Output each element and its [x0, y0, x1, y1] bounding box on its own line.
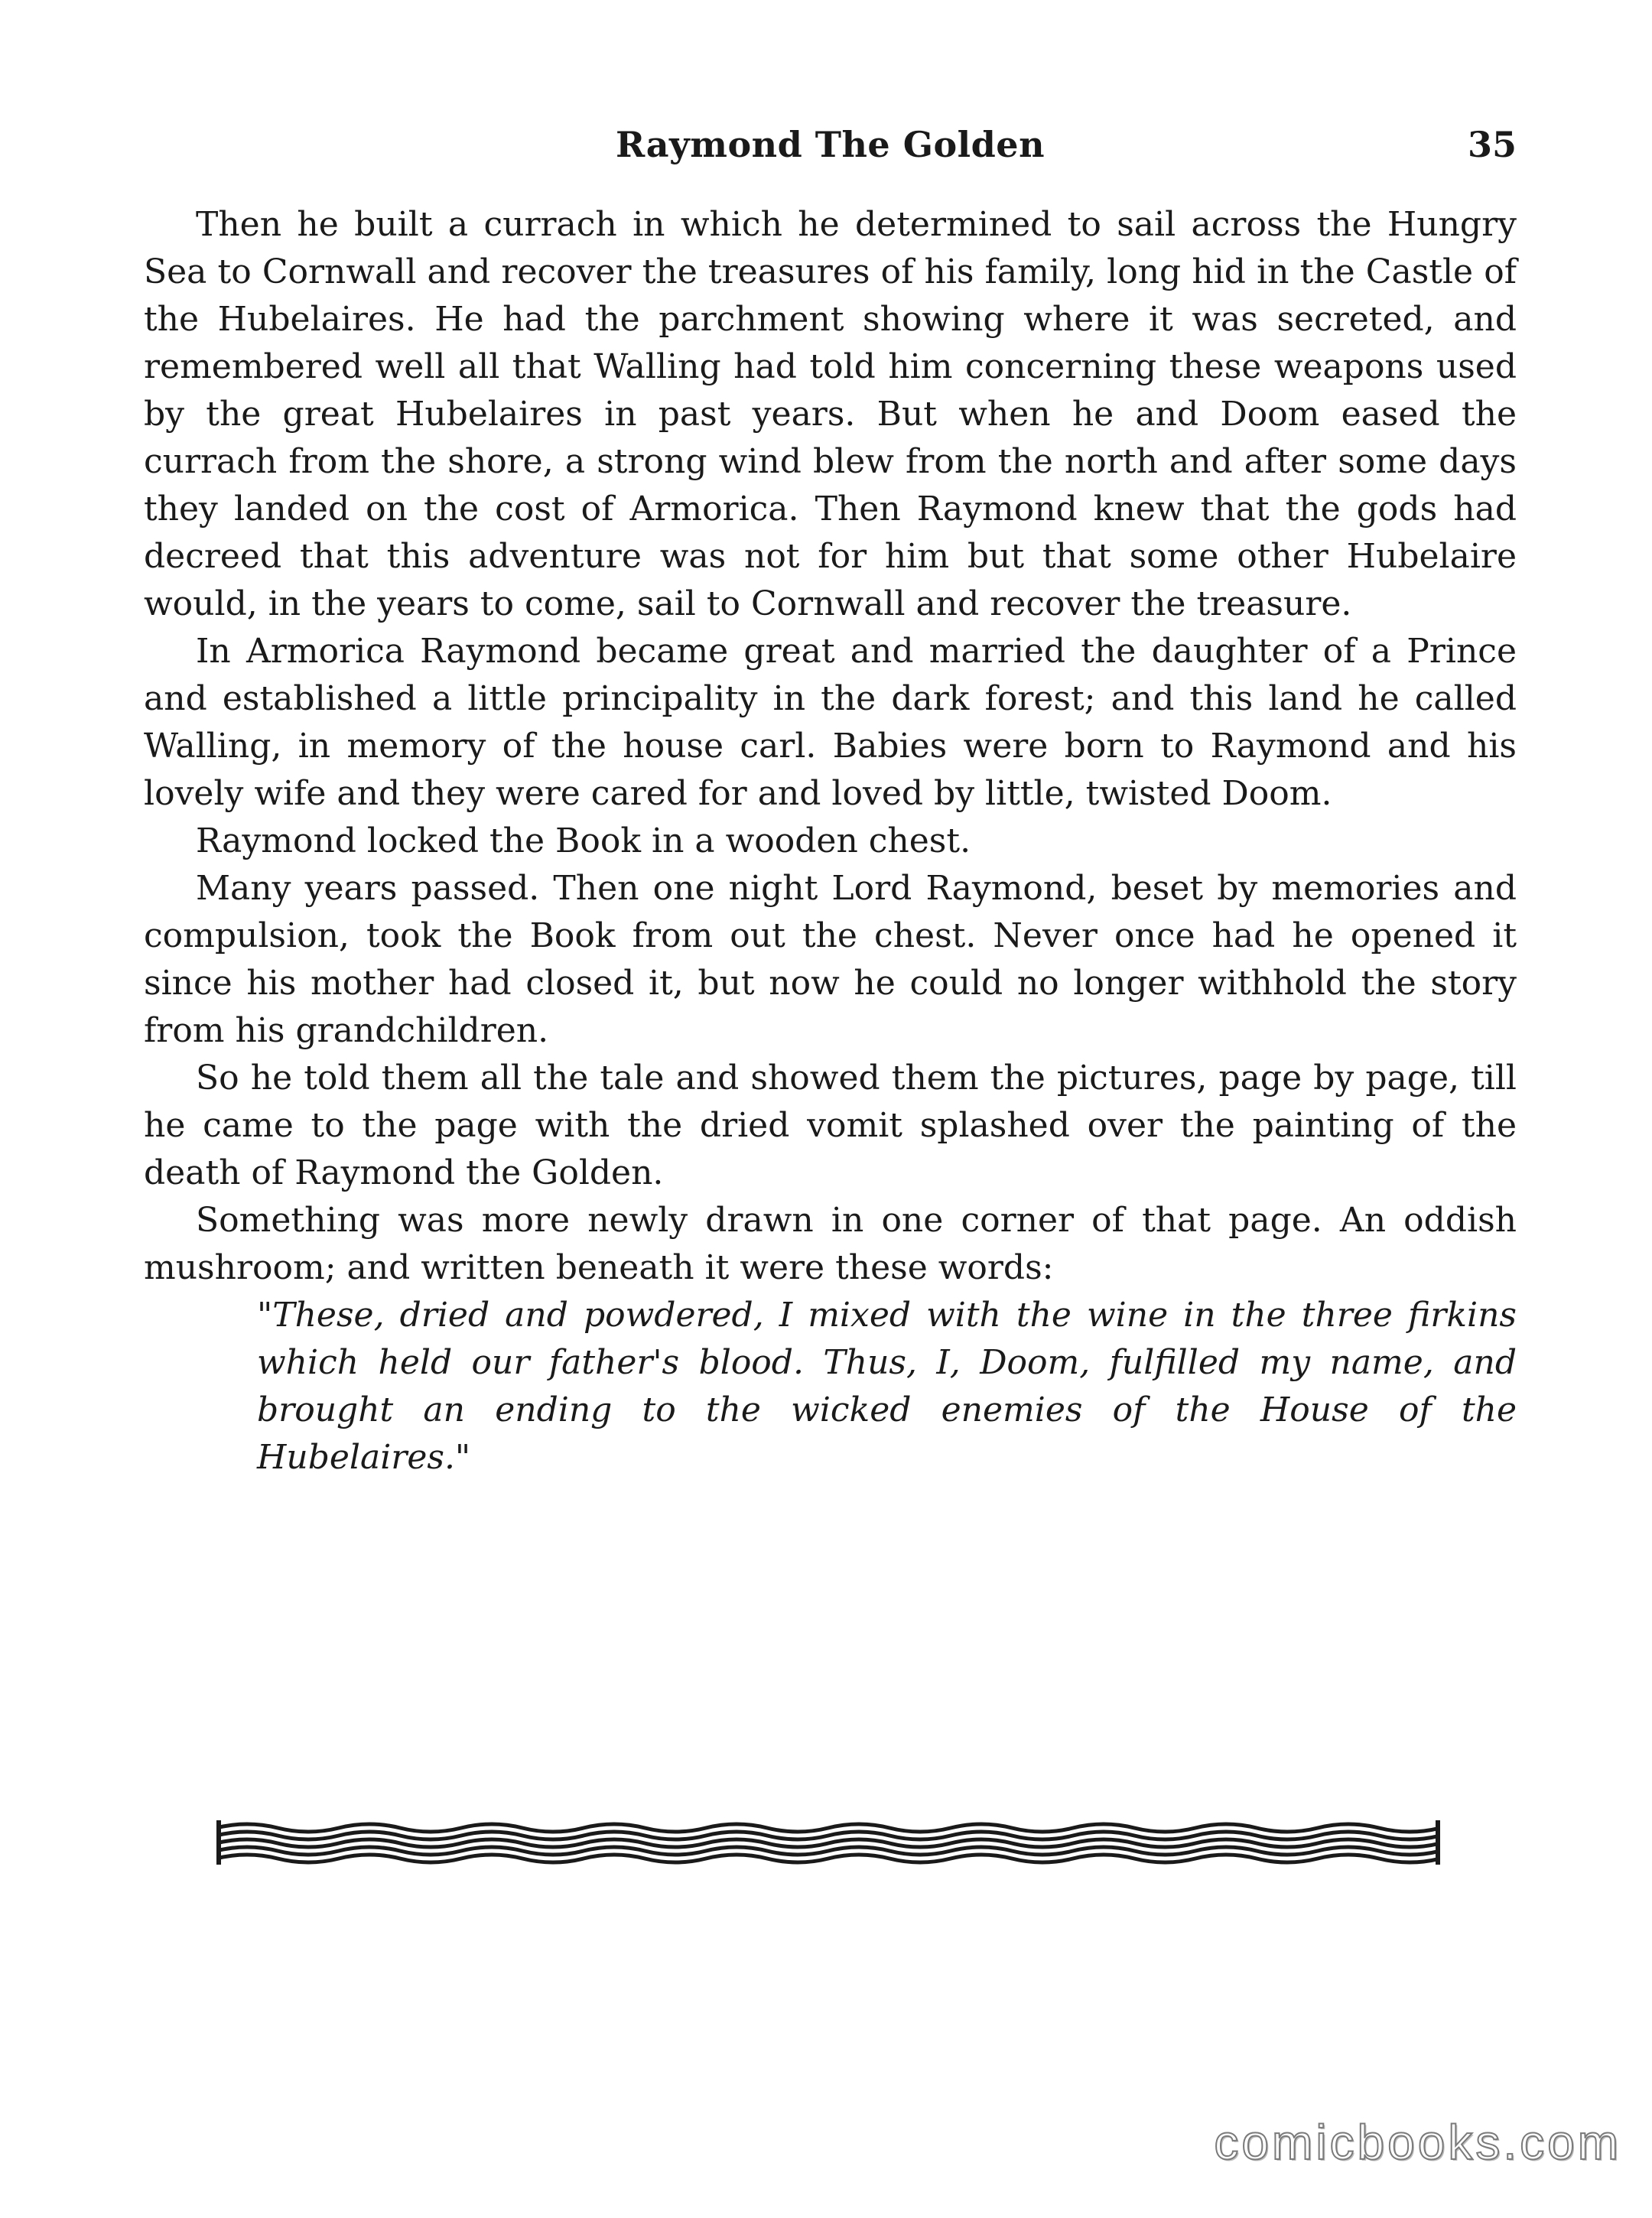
paragraph: In Armorica Raymond became great and married the daughter of a Prince and established a little principality in the dark forest; and this land he called Walling, in memory of the house carl. Babies were born to Raymond and his lovely wife and they were cared for and loved by little, twisted Doom. — [144, 632, 1517, 813]
paragraph: Raymond locked the Book in a wooden chest. — [196, 821, 971, 860]
running-head — [144, 124, 1517, 177]
body-text — [144, 201, 1517, 1481]
wavy-rule-icon — [216, 1819, 1440, 1866]
block-quote: "These, dried and powdered, I mixed with the wine in the three firkins which held our father's blood. Thus, I, Doom, fulfilled my name, and brought an ending to the wicked enemies of the House of the Hubelaires." — [257, 1296, 1517, 1477]
paragraph: Then he built a currach in which he determined to sail across the Hungry Sea to Cornwall and recover the treasures of his family, long hid in the Castle of the Hubelaires. He had the parchment showing where it was secreted, and remembered well all that Walling had told him concerning these weapons used by the great Hubelaires in past years. But when he and Doom eased the currach from the shore, a strong wind blew from the north and after some days they landed on the cost of Armorica. Then Raymond knew that the gods had decreed that this adventure was not for him but that some other Hubelaire would, in the years to come, sail to Cornwall and recover the treasure. — [144, 205, 1517, 623]
paragraph: Many years passed. Then one night Lord Raymond, beset by memories and compulsion, took the Book from out the chest. Never once had he opened it since his mother had closed it, but now he could no longer withhold the story from his grandchildren. — [144, 869, 1517, 1050]
running-title: Raymond The Golden — [615, 124, 1046, 165]
paragraph: Something was more newly drawn in one corner of that page. An oddish mushroom; and written beneath it were these words: — [144, 1201, 1517, 1287]
paragraph: So he told them all the tale and showed them the pictures, page by page, till he came to the page with the dried vomit splashed over the painting of the death of Raymond the Golden. — [144, 1059, 1517, 1192]
watermark: comicbooks.com — [1214, 2115, 1621, 2170]
page-number: 35 — [1467, 124, 1517, 165]
